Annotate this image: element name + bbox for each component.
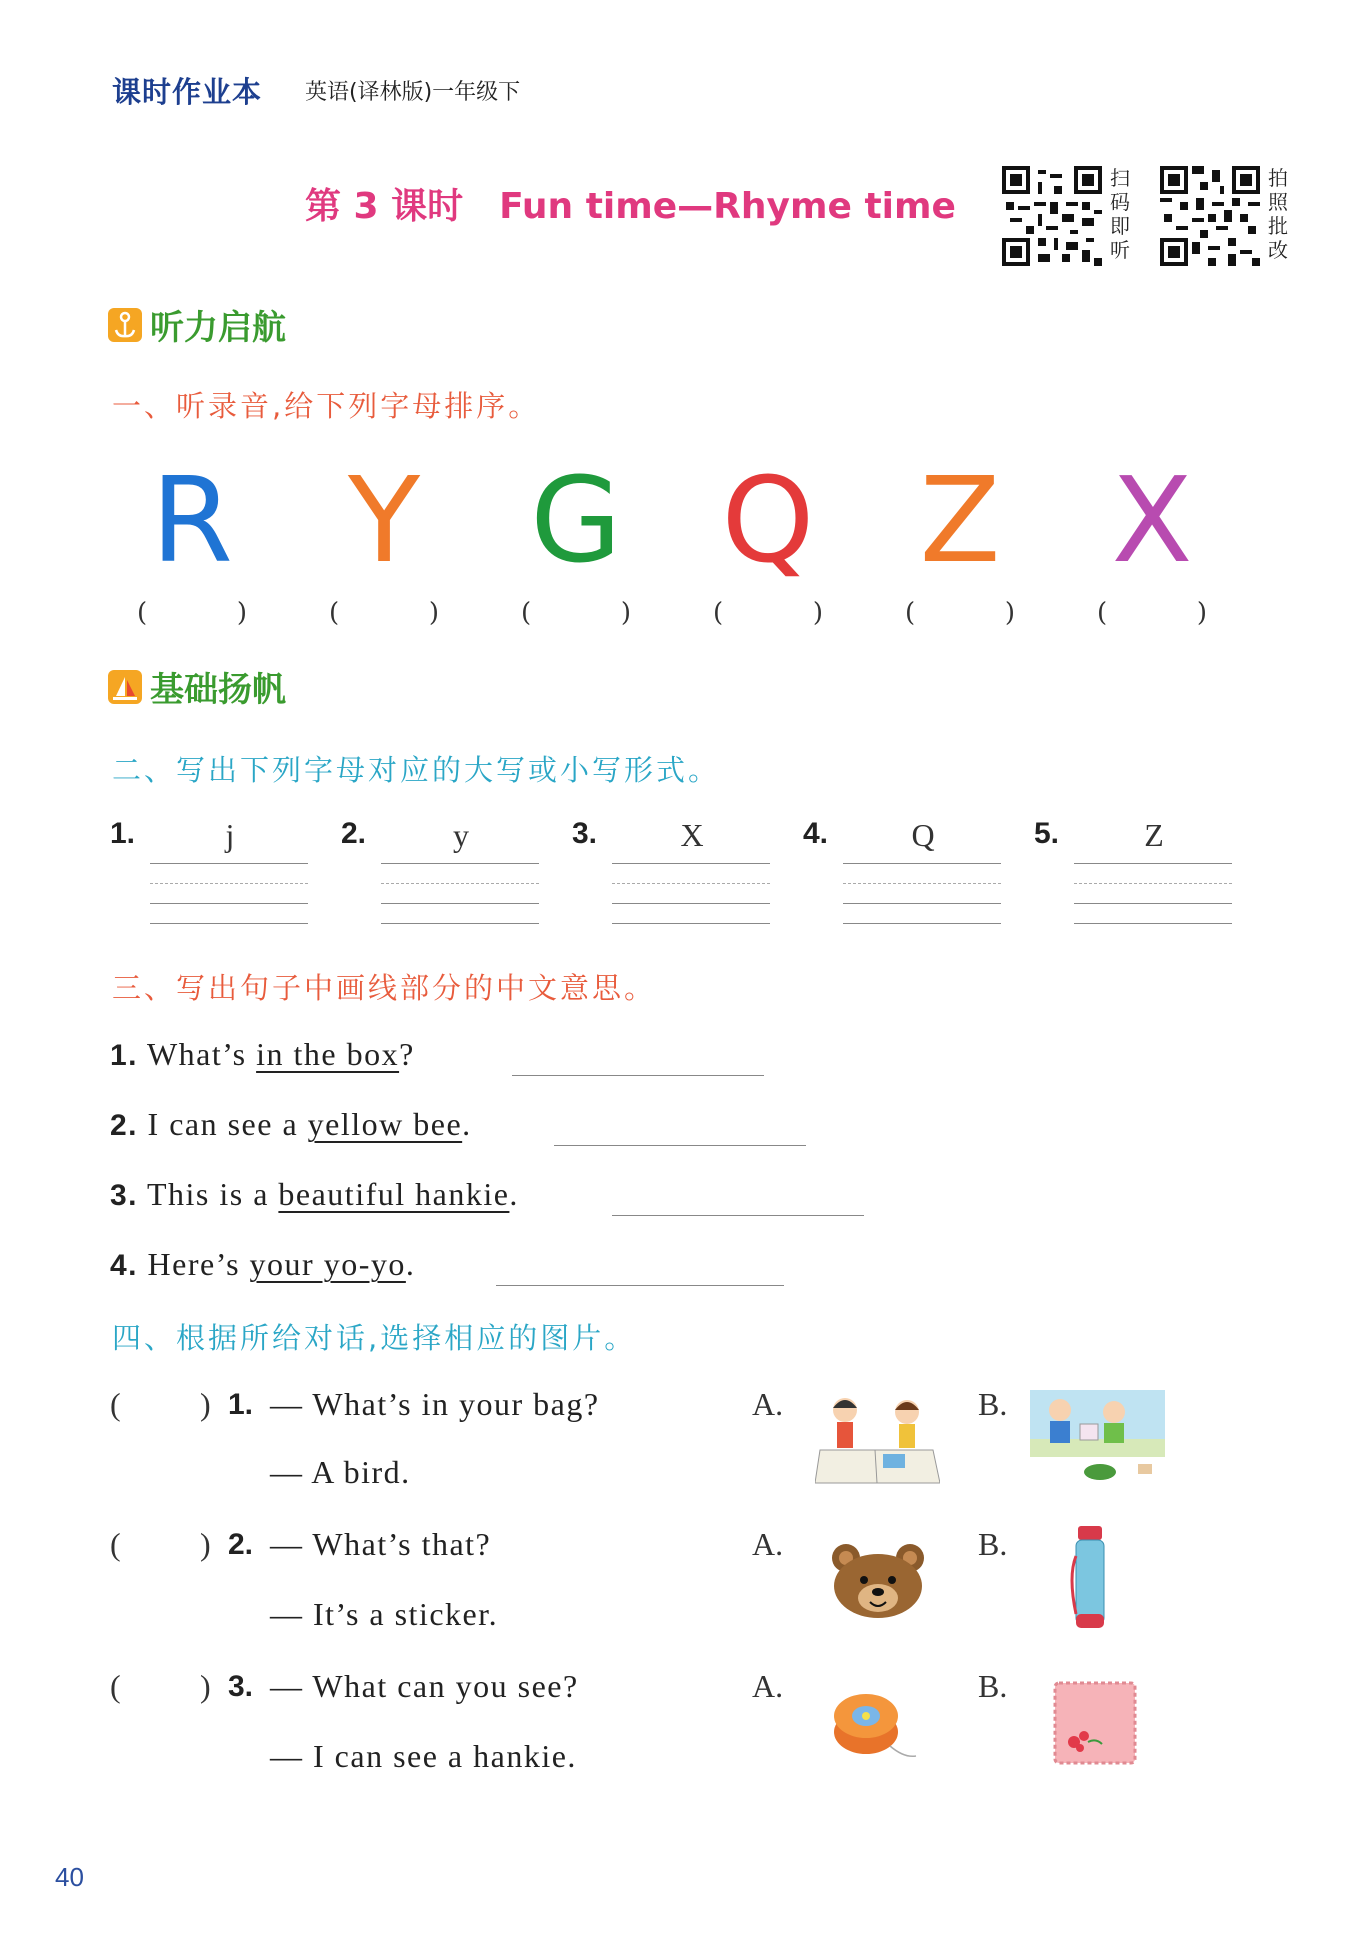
sentence-text: . [462,1106,472,1142]
option-a-label: A. [752,1668,784,1704]
section-listening-header [108,300,286,349]
writing-line[interactable] [381,863,539,864]
sentence-text: ? [399,1036,415,1072]
answer-line-3[interactable] [612,1215,864,1216]
option-b-label: B. [978,1386,1008,1422]
book-subtitle: 英语(译林版)一年级下 [305,80,521,105]
answer-line-4[interactable] [496,1285,784,1286]
given-letter: Z [1144,817,1164,853]
lesson-title: 第 3 课时 Fun time—Rhyme time [305,186,956,227]
writing-line[interactable] [612,903,770,904]
underlined-phrase: beautiful hankie [278,1176,510,1212]
answer-paren-close[interactable]: ) [200,1668,211,1704]
qr-code-grade[interactable] [1160,166,1260,266]
section-basics-header [108,662,286,711]
writing-line[interactable] [150,863,308,864]
q3-title: 三、写出句子中画线部分的中文意思。 [112,971,657,1005]
yo-yo-picture[interactable] [830,1678,920,1768]
answer-line-2[interactable] [554,1145,806,1146]
writing-line[interactable] [843,903,1001,904]
writing-line[interactable] [381,923,539,924]
answer-paren-close[interactable]: ) [200,1526,211,1562]
letter-g: G [530,451,622,589]
writing-line[interactable] [1074,903,1232,904]
answer-blank-z[interactable]: ( ) [905,598,1015,628]
option-b-label: B. [978,1668,1008,1704]
dialogue-dash: — [270,1526,304,1562]
q3-sentence-4 [110,1246,415,1283]
item-number: 4. [110,1249,139,1282]
sentence-text: . [405,1246,416,1282]
water-bottle-picture[interactable] [1068,1526,1110,1632]
item-number: 3. [228,1670,254,1703]
book-brand: 课时作业本 [112,75,263,109]
answer-blank-x[interactable]: ( ) [1097,598,1207,628]
bear-sticker-picture[interactable] [828,1540,928,1620]
writing-line[interactable] [612,863,770,864]
dialogue-dash: — [270,1738,304,1774]
given-letter: Q [911,817,935,853]
option-a-label: A. [752,1526,784,1562]
q3-sentence-2 [110,1106,472,1143]
writing-line[interactable] [612,923,770,924]
sentence-text: Here’s [147,1246,250,1282]
writing-line[interactable] [843,923,1001,924]
item-number: 1. [228,1388,254,1421]
item-number: 3. [572,817,598,850]
writing-line[interactable] [1074,923,1232,924]
given-letter: y [453,817,469,853]
q3-sentence-1 [110,1036,415,1073]
writing-guide [1074,883,1232,884]
q2-title: 二、写出下列字母对应的大写或小写形式。 [112,753,721,787]
dialogue-answer: It’s a sticker. [313,1596,499,1632]
item-number: 2. [110,1109,139,1142]
writing-guide [612,883,770,884]
writing-guide [381,883,539,884]
qr-code-listen[interactable] [1002,166,1102,266]
letter-q: Q [721,451,815,589]
writing-guide [843,883,1001,884]
item-number: 1. [110,1039,139,1072]
underlined-phrase: in the box [256,1036,400,1072]
option-b-label: B. [978,1526,1008,1562]
qr-note-grade: 拍 照 批 改 [1268,166,1288,262]
answer-line-1[interactable] [512,1075,764,1076]
answer-blank-g[interactable]: ( ) [521,598,631,628]
q4-title: 四、根据所给对话,选择相应的图片。 [112,1321,637,1355]
answer-paren-open[interactable]: ( [110,1526,121,1562]
anchor-icon [108,308,142,342]
section-listening-title: 听力启航 [150,308,286,348]
underlined-phrase: your yo-yo [249,1246,406,1282]
qr-note-listen: 扫 码 即 听 [1110,166,1130,262]
sentence-text: This is a [146,1176,279,1212]
item-number: 5. [1034,817,1060,850]
writing-guide [150,883,308,884]
hankie-picture[interactable] [1052,1680,1138,1766]
answer-blank-y[interactable]: ( ) [329,598,439,628]
qr-code-icon [1160,166,1260,266]
qr-code-icon [1002,166,1102,266]
given-letter: j [225,817,235,853]
letter-z: Z [919,451,1001,589]
q3-sentence-3 [110,1176,519,1213]
option-a-label: A. [752,1386,784,1422]
item-number: 3. [110,1179,139,1212]
writing-line[interactable] [843,863,1001,864]
letter-x: X [1111,451,1193,589]
given-letter: X [680,817,704,853]
dialogue-question: What can you see? [312,1668,579,1704]
answer-blank-r[interactable]: ( ) [137,598,247,628]
answer-blank-q[interactable]: ( ) [713,598,823,628]
dialogue-dash: — [270,1386,304,1422]
item-number: 4. [803,817,829,850]
answer-paren-close[interactable]: ) [200,1386,211,1422]
underlined-phrase: yellow bee [307,1106,463,1142]
section-basics-title: 基础扬帆 [150,670,286,710]
sentence-text: What’s [146,1036,257,1072]
item-number: 2. [341,817,367,850]
answer-paren-open[interactable]: ( [110,1668,121,1704]
children-at-desk-picture[interactable] [815,1388,940,1496]
writing-line[interactable] [1074,863,1232,864]
q1-title: 一、听录音,给下列字母排序。 [112,389,541,423]
sentence-text: . [509,1176,519,1212]
children-with-bag-picture[interactable] [1030,1384,1165,1484]
answer-paren-open[interactable]: ( [110,1386,121,1422]
letter-r: R [151,451,233,589]
letter-y: Y [347,451,421,589]
item-number: 2. [228,1528,254,1561]
sentence-text: I can see a [147,1106,308,1142]
dialogue-dash: — [270,1668,304,1704]
writing-line[interactable] [150,903,308,904]
item-number: 1. [110,817,136,850]
dialogue-answer: I can see a hankie. [313,1738,577,1774]
sailboat-icon [108,670,142,704]
dialogue-dash: — [270,1454,304,1490]
page-number: 40 [55,1862,84,1892]
dialogue-dash: — [270,1596,304,1632]
dialogue-question: What’s in your bag? [312,1386,600,1422]
dialogue-answer: A bird. [311,1454,411,1490]
writing-line[interactable] [381,903,539,904]
writing-line[interactable] [150,923,308,924]
dialogue-question: What’s that? [312,1526,492,1562]
